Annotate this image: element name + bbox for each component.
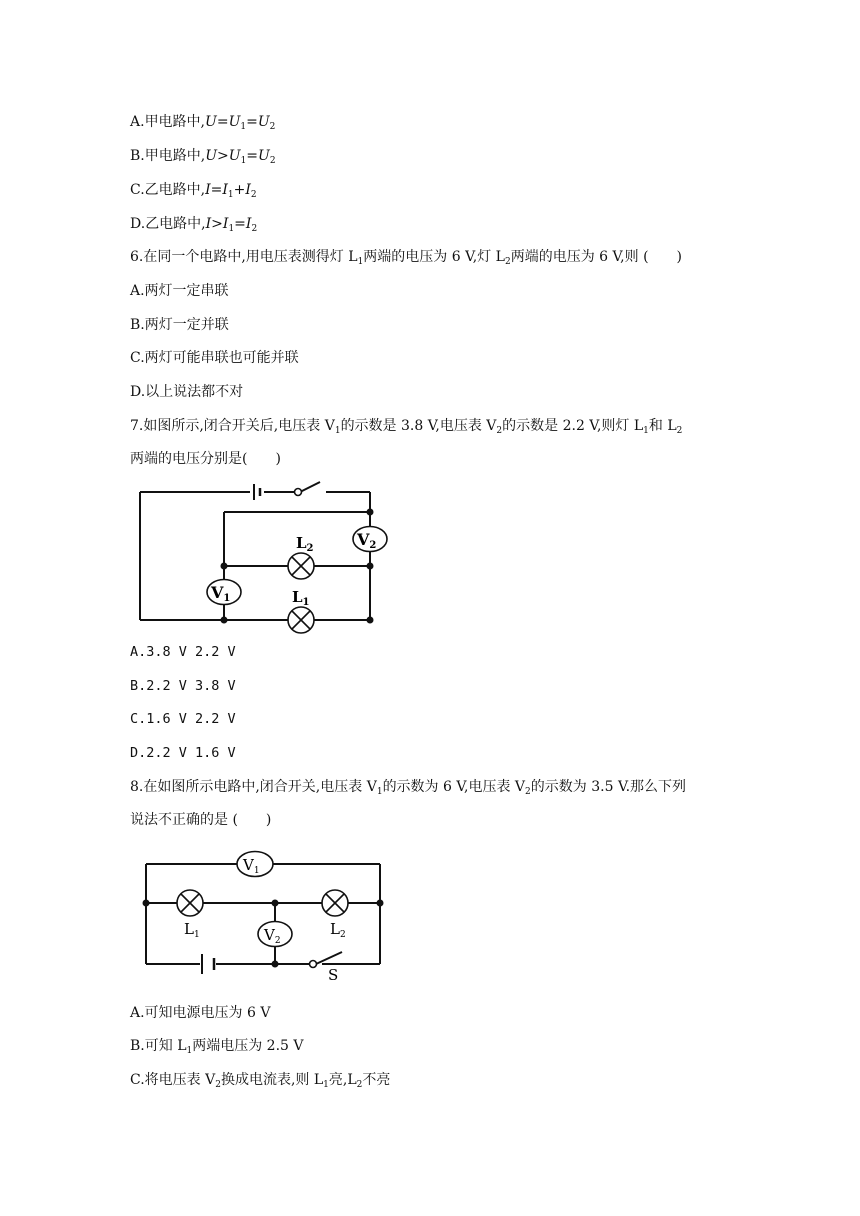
- svg-text:L1: $L_1$: [184, 920, 200, 940]
- q7-circuit-diagram: [130, 478, 400, 638]
- svg-text:L1: $L_1$: [292, 588, 310, 608]
- q8-stem-line2: 说法不正确的是 ( ): [130, 812, 272, 828]
- q5-option-b: B.甲电路中$,U>U_1=U_2$: [130, 148, 276, 166]
- svg-text:V1: $V_1$: [243, 856, 260, 876]
- svg-text:V1: V1: [211, 583, 231, 604]
- q7-option-a: A.3.8 V 2.2 V: [130, 644, 236, 660]
- q6-option-c: C.两灯可能串联也可能并联: [130, 350, 299, 366]
- q8-option-b: B.可知 $L_1$两端电压为 2.5 V: [130, 1038, 304, 1056]
- q6-stem: 6.在同一个电路中,用电压表测得灯 $L_1$两端的电压为 6 V,灯 $L_2$两端的电压为 6 V,则 ( ): [130, 249, 682, 267]
- q5-option-c: C.乙电路中$,I=I_1+I_2$: [130, 182, 257, 200]
- lamp-l1: [177, 890, 203, 940]
- svg-text:L2: $L_2$: [296, 534, 314, 554]
- switch-symbol: [295, 489, 302, 496]
- svg-text:V2: V2: [357, 530, 377, 551]
- switch-symbol: [310, 961, 317, 968]
- lamp-l1: [288, 588, 314, 633]
- q6-option-a: A.两灯一定串联: [130, 283, 229, 299]
- q6-option-d: D.以上说法都不对: [130, 384, 244, 400]
- lamp-l2: [288, 534, 314, 579]
- q7-option-b: B.2.2 V 3.8 V: [130, 678, 236, 694]
- svg-text:L2: $L_2$: [330, 920, 346, 940]
- q6-option-b: B.两灯一定并联: [130, 317, 229, 333]
- q7-stem: 7.如图所示,闭合开关后,电压表 $V_1$的示数是 3.8 V,电压表 $V_2$的示数是 2.2 V,则灯 $L_1$和 $L_2$: [130, 418, 683, 436]
- q8-option-c: C.将电压表 $V_2$换成电流表,则 $L_1$亮$,L_2$不亮: [130, 1072, 391, 1090]
- lamp-l2: [322, 890, 348, 940]
- q8-option-a: A.可知电源电压为 6 V: [130, 1005, 271, 1021]
- q8-stem: 8.在如图所示电路中,闭合开关,电压表 $V_1$的示数为 6 V,电压表 $V_2$的示数为 3.5 V.那么下列: [130, 779, 687, 797]
- q5-option-d: D.乙电路中$,I>I_1=I_2$: [130, 216, 258, 234]
- q7-stem-line2: 两端的电压分别是( ): [130, 451, 281, 467]
- q7-option-c: C.1.6 V 2.2 V: [130, 711, 236, 727]
- switch-label: S: [328, 966, 339, 984]
- voltmeter-v2: [258, 922, 292, 947]
- voltmeter-v1: [207, 580, 241, 605]
- svg-text:V2: $V_2$: [264, 926, 281, 946]
- q5-option-a: A.甲电路中$,U=U_1=U_2$: [130, 114, 276, 132]
- battery-symbol: [202, 954, 214, 974]
- q7-option-d: D.2.2 V 1.6 V: [130, 745, 236, 761]
- q8-circuit-diagram: [130, 846, 400, 986]
- voltmeter-v2: [353, 527, 387, 552]
- voltmeter-v1: [237, 852, 273, 877]
- battery-symbol: [254, 484, 260, 500]
